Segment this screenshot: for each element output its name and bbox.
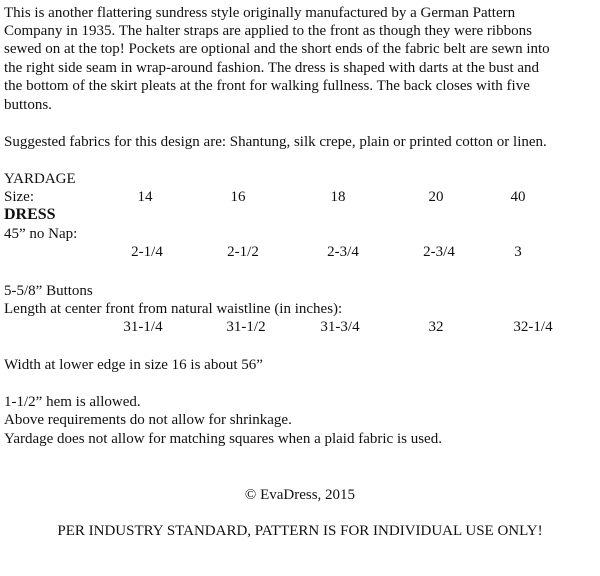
description-line-1: This is another flattering sundress style originally manufactured by a German Pattern: [4, 5, 516, 21]
width-note: Width at lower edge in size 16 is about 56”: [4, 357, 263, 373]
size-14: 14: [137, 189, 153, 205]
note-plaid: Yardage does not allow for matching squares when a plaid fabric is used.: [4, 431, 442, 447]
length-label: Length at center front from natural waistline (in inches):: [4, 301, 343, 317]
fabric-value-40: 3: [514, 244, 522, 260]
size-18: 18: [330, 189, 346, 205]
fabrics-note: Suggested fabrics for this design are: Shantung, silk crepe, plain or printed cotton or linen.: [4, 134, 547, 150]
length-value-40: 32-1/4: [513, 319, 553, 335]
length-value-18: 31-3/4: [320, 319, 360, 335]
size-label: Size:: [4, 189, 34, 205]
description-line-3: sewed on at the top! Pockets are optional and the short ends of the fabric belt are sewn into: [4, 41, 550, 57]
note-hem: 1-1/2” hem is allowed.: [4, 394, 141, 410]
size-40: 40: [510, 189, 526, 205]
fabric-value-18: 2-3/4: [327, 244, 359, 260]
note-shrinkage: Above requirements do not allow for shrinkage.: [4, 412, 292, 428]
disclaimer: PER INDUSTRY STANDARD, PATTERN IS FOR INDIVIDUAL USE ONLY!: [57, 523, 543, 539]
buttons-label: 5-5/8” Buttons: [4, 283, 93, 299]
fabric-label: 45” no Nap:: [4, 226, 78, 242]
length-value-14: 31-1/4: [123, 319, 163, 335]
size-16: 16: [230, 189, 246, 205]
length-value-16: 31-1/2: [226, 319, 266, 335]
length-value-20: 32: [428, 319, 444, 335]
description-line-4: the right side seam in wrap-around fashion. The dress is shaped with darts at the bust and: [4, 60, 540, 76]
fabric-value-14: 2-1/4: [131, 244, 163, 260]
fabric-value-20: 2-3/4: [423, 244, 455, 260]
yardage-heading: YARDAGE: [4, 171, 76, 187]
copyright: © EvaDress, 2015: [244, 487, 356, 503]
size-20: 20: [428, 189, 444, 205]
description-line-6: buttons.: [4, 97, 52, 113]
description-line-5: the bottom of the skirt pleats at the front for walking fullness. The back closes with five: [4, 78, 530, 94]
dress-label: DRESS: [4, 206, 56, 223]
description-line-2: Company in 1935. The halter straps are applied to the front as though they were ribbons: [4, 23, 532, 39]
fabric-value-16: 2-1/2: [227, 244, 259, 260]
